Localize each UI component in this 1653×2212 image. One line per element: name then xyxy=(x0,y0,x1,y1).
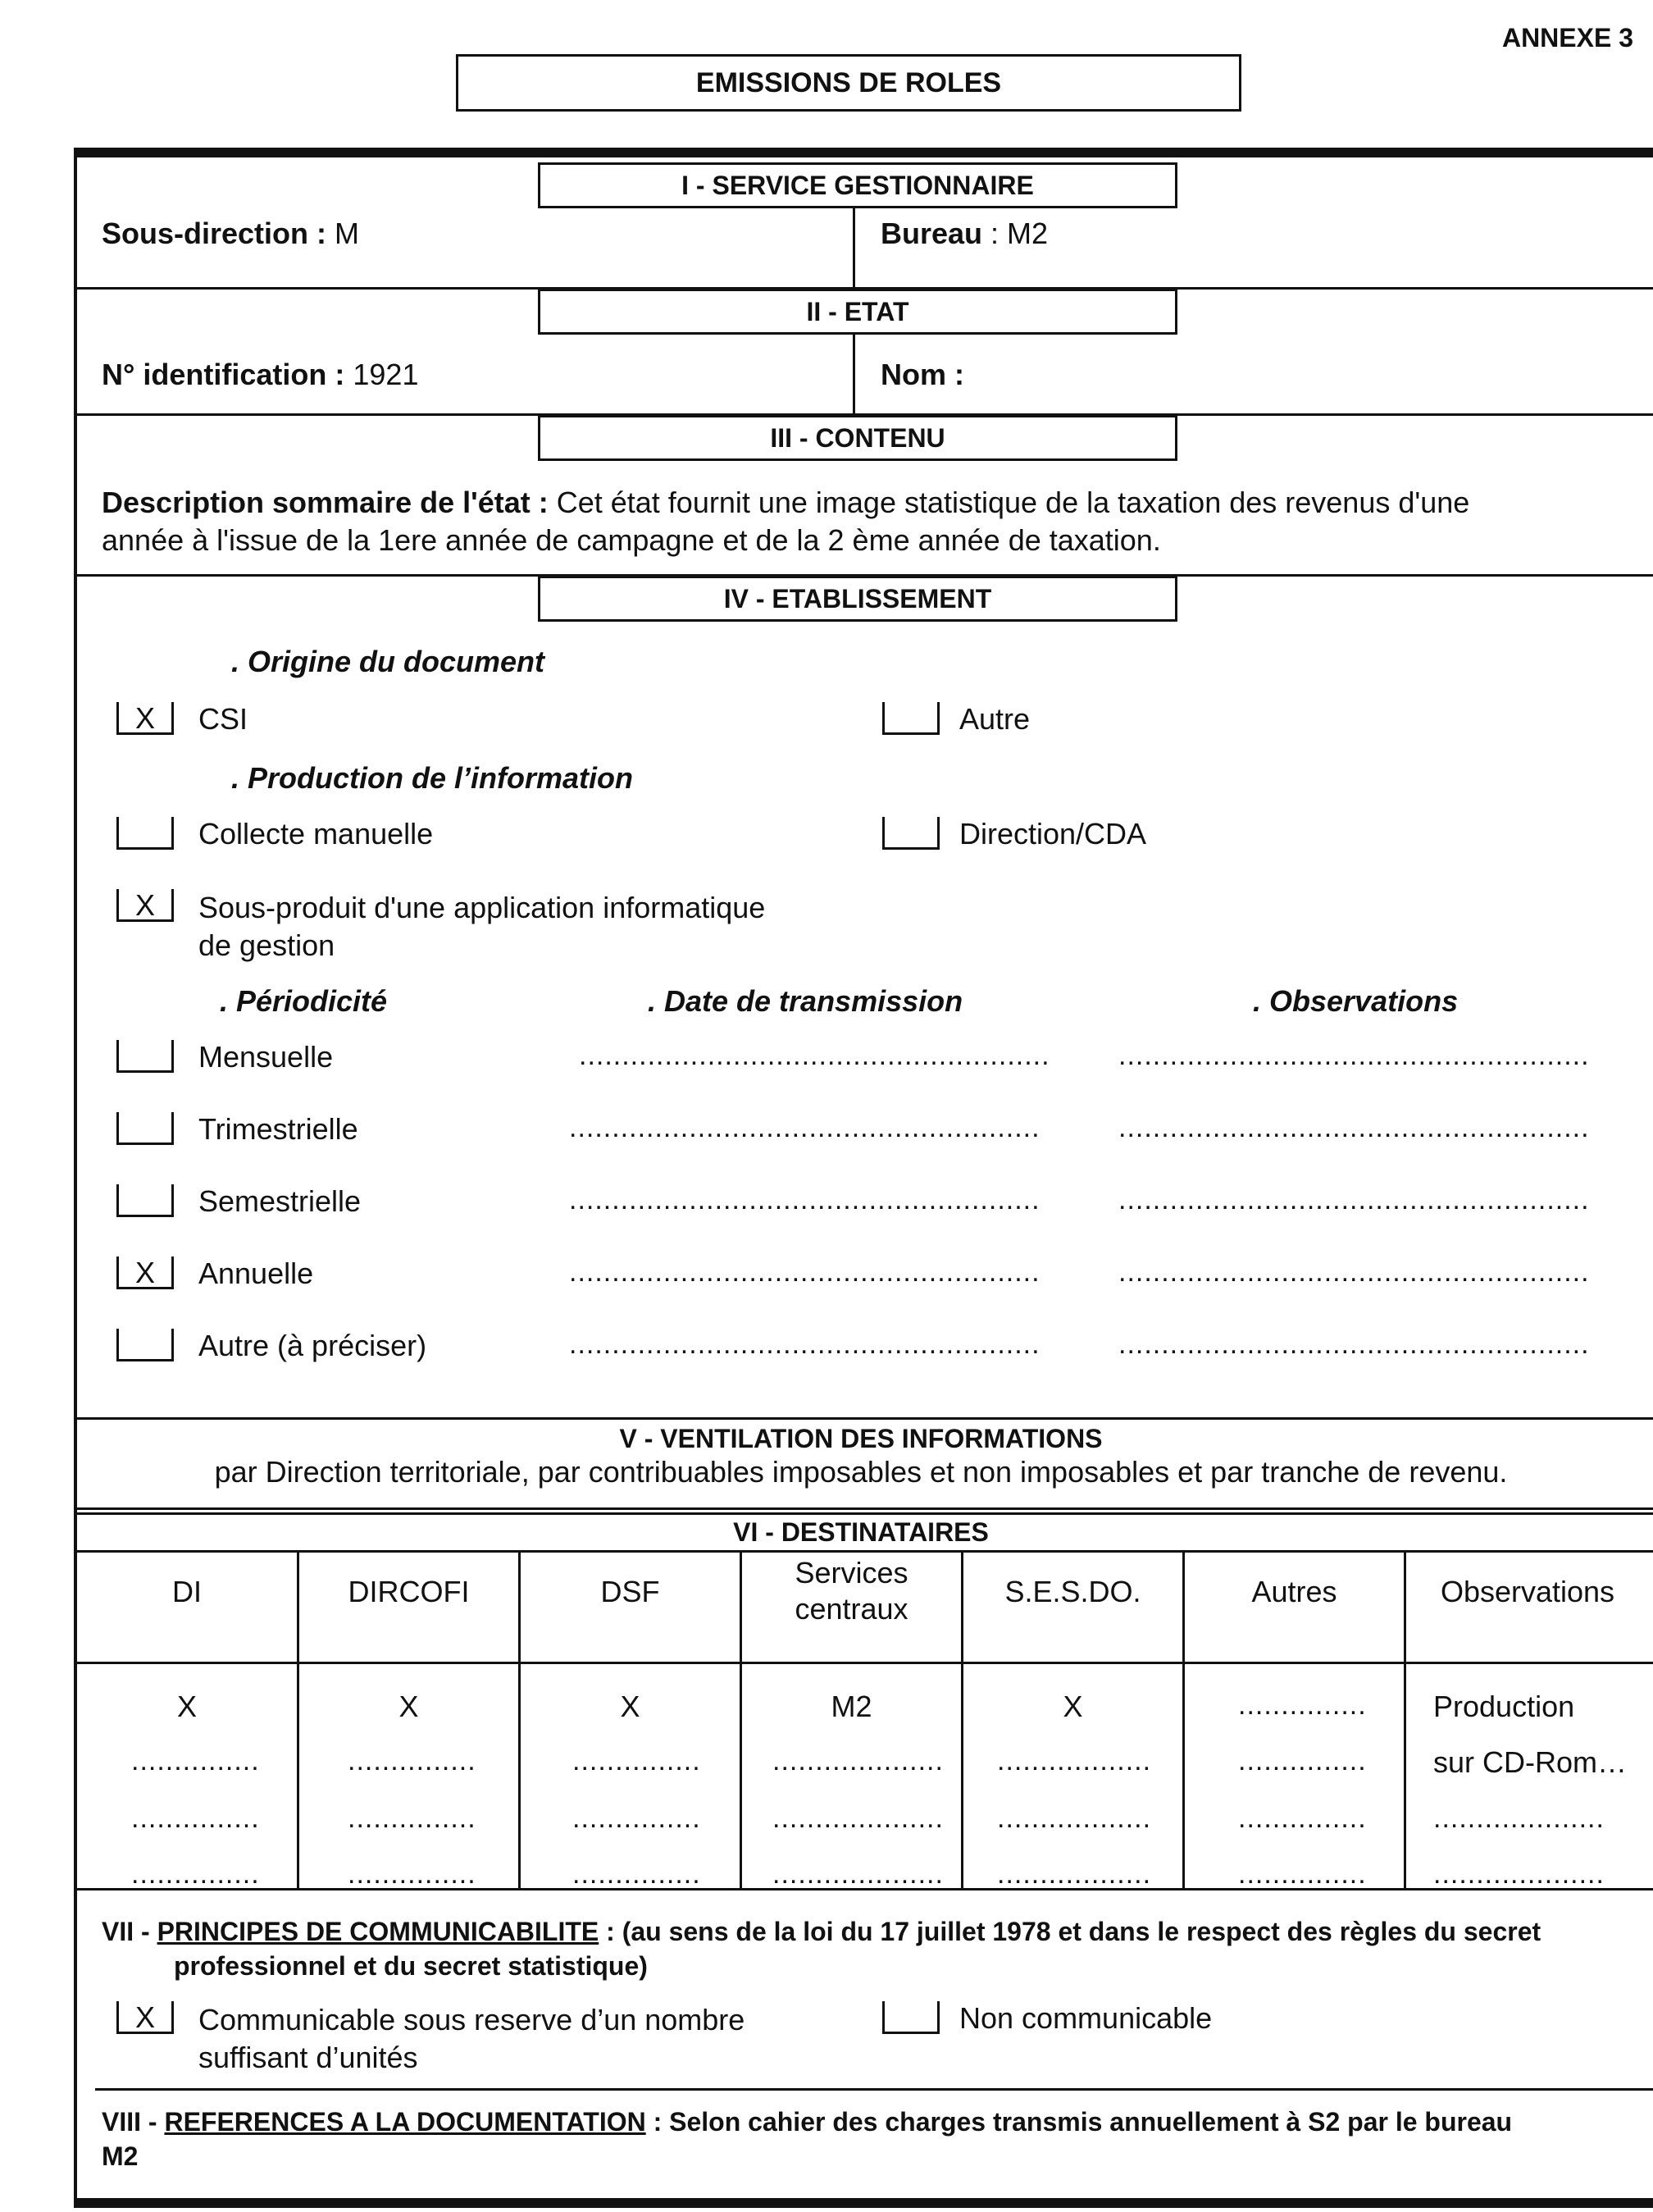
row3-services[interactable]: .................... xyxy=(772,1803,944,1834)
row2-di[interactable]: ............... xyxy=(131,1745,260,1776)
section-8-prefix: VIII - xyxy=(102,2107,165,2137)
non-communicable-label: Non communicable xyxy=(959,2001,1213,2035)
bureau-label: Bureau xyxy=(881,217,983,250)
annuelle-date-dots[interactable]: ....................................................... xyxy=(569,1257,1041,1288)
col-observations-header: Observations xyxy=(1440,1575,1615,1608)
row3-observations[interactable]: .................... xyxy=(1433,1803,1605,1834)
sous-direction-field xyxy=(102,217,359,251)
mensuelle-label: Mensuelle xyxy=(198,1040,334,1074)
col-services-line-2: centraux xyxy=(795,1592,908,1626)
section-2-title: II - ETAT xyxy=(538,289,1177,335)
autre-periodicite-checkbox[interactable] xyxy=(116,1329,174,1361)
semestrielle-label: Semestrielle xyxy=(198,1184,362,1218)
origine-autre-checkbox[interactable] xyxy=(882,702,940,735)
description-line-2: année à l'issue de la 1ere année de campagne et de la 2 ème année de taxation. xyxy=(102,523,1161,557)
row3-dsf[interactable]: ............... xyxy=(572,1803,701,1834)
row3-di[interactable]: ............... xyxy=(131,1803,260,1834)
sous-produit-checkbox[interactable]: X xyxy=(116,889,174,922)
col-dsf-header: DSF xyxy=(600,1575,660,1608)
section-7-rest: : (au sens de la loi du 17 juillet 1978 et dans le respect des règles du secret xyxy=(599,1917,1541,1946)
col-sesdo-header: S.E.S.DO. xyxy=(1004,1575,1141,1608)
annuelle-observations-dots[interactable]: ....................................................... xyxy=(1118,1257,1590,1288)
trimestrielle-date-dots[interactable]: ....................................................... xyxy=(569,1112,1041,1143)
col-services-line-1: Services xyxy=(795,1556,908,1589)
sous-direction-value: M xyxy=(326,217,360,250)
sous-produit-label xyxy=(198,889,765,965)
section-8-rest: : Selon cahier des charges transmis annuellement à S2 par le bureau xyxy=(645,2107,1513,2137)
section-4-title: IV - ETABLISSEMENT xyxy=(538,576,1177,622)
origine-heading: . Origine du document xyxy=(231,645,545,678)
direction-cda-checkbox[interactable] xyxy=(882,817,940,850)
section-8-heading xyxy=(102,2105,1643,2173)
date-transmission-heading: . Date de transmission xyxy=(648,984,963,1018)
row2-observations[interactable]: sur CD-Rom… xyxy=(1433,1745,1628,1779)
origine-csi-label: CSI xyxy=(198,702,248,736)
section-7-rest-2: professionnel et du secret statistique) xyxy=(174,1951,648,1981)
identification-field xyxy=(102,358,418,392)
autre-date-dots[interactable]: ....................................................... xyxy=(569,1329,1041,1360)
row4-dircofi[interactable]: ............... xyxy=(348,1859,476,1890)
bureau-field xyxy=(881,217,1048,251)
section-7-heading xyxy=(102,1914,1643,1983)
section-1-title: I - SERVICE GESTIONNAIRE xyxy=(538,162,1177,208)
row2-services[interactable]: .................... xyxy=(772,1745,944,1776)
row4-autres[interactable]: ............... xyxy=(1238,1859,1367,1890)
row2-sesdo[interactable]: .................. xyxy=(997,1745,1152,1776)
section-8-rest-2: M2 xyxy=(102,2141,139,2171)
communicable-checkbox[interactable]: X xyxy=(116,2001,174,2034)
bureau-value: : M2 xyxy=(982,217,1049,250)
row1-observations[interactable]: Production xyxy=(1433,1690,1575,1723)
trimestrielle-label: Trimestrielle xyxy=(198,1112,358,1146)
communicable-line-1: Communicable sous reserve d’un nombre xyxy=(198,2003,745,2036)
row1-dsf[interactable]: X xyxy=(620,1690,640,1723)
annex-label: ANNEXE 3 xyxy=(1501,23,1633,52)
row1-di[interactable]: X xyxy=(176,1690,197,1723)
description-field xyxy=(102,484,1627,559)
identification-label: N° identification : xyxy=(102,358,345,391)
trimestrielle-observations-dots[interactable]: ....................................................... xyxy=(1118,1112,1590,1143)
row3-autres[interactable]: ............... xyxy=(1238,1803,1367,1834)
row1-autres[interactable]: ............... xyxy=(1238,1690,1367,1721)
row1-sesdo[interactable]: X xyxy=(1063,1690,1083,1723)
section-7-title: PRINCIPES DE COMMUNICABILITE xyxy=(157,1917,599,1946)
row4-dsf[interactable]: ............... xyxy=(572,1859,701,1890)
description-label: Description sommaire de l'état : xyxy=(102,486,549,519)
origine-autre-label: Autre xyxy=(959,702,1031,736)
col-autres-header: Autres xyxy=(1251,1575,1337,1608)
autre-periodicite-label: Autre (à préciser) xyxy=(198,1329,427,1362)
non-communicable-checkbox[interactable] xyxy=(882,2001,940,2034)
mensuelle-observations-dots[interactable]: ....................................................... xyxy=(1118,1040,1590,1071)
direction-cda-label: Direction/CDA xyxy=(959,817,1147,851)
annuelle-checkbox[interactable]: X xyxy=(116,1257,174,1289)
row4-sesdo[interactable]: .................. xyxy=(997,1859,1152,1890)
description-line-1: Cet état fournit une image statistique de la taxation des revenus d'une xyxy=(548,486,1470,519)
row3-sesdo[interactable]: .................. xyxy=(997,1803,1152,1834)
section-7-prefix: VII - xyxy=(102,1917,157,1946)
production-heading: . Production de l’information xyxy=(231,761,633,795)
sous-produit-line-1: Sous-produit d'une application informatique xyxy=(198,891,766,924)
semestrielle-checkbox[interactable] xyxy=(116,1184,174,1217)
mensuelle-checkbox[interactable] xyxy=(116,1040,174,1073)
collecte-manuelle-label: Collecte manuelle xyxy=(198,817,434,851)
mensuelle-date-dots[interactable]: ....................................................... xyxy=(579,1040,1050,1071)
nom-label: Nom : xyxy=(881,358,964,391)
section-3-title: III - CONTENU xyxy=(538,415,1177,461)
communicable-label xyxy=(198,2001,745,2077)
observations-heading: . Observations xyxy=(1253,984,1459,1018)
section-8-title: REFERENCES A LA DOCUMENTATION xyxy=(164,2107,646,2137)
sous-produit-line-2: de gestion xyxy=(198,928,335,962)
section-5-text: par Direction territoriale, par contribuables imposables et non imposables et par tranche de revenu. xyxy=(214,1455,1508,1489)
document-title: EMISSIONS DE ROLES xyxy=(456,54,1241,112)
section-6-title: VI - DESTINATAIRES xyxy=(733,1517,989,1547)
autre-observations-dots[interactable]: ....................................................... xyxy=(1118,1329,1590,1360)
row4-services[interactable]: .................... xyxy=(772,1859,944,1890)
row4-observations[interactable]: .................... xyxy=(1433,1859,1605,1890)
section-5-title: V - VENTILATION DES INFORMATIONS xyxy=(619,1424,1103,1453)
row2-dsf[interactable]: ............... xyxy=(572,1745,701,1776)
row1-dircofi[interactable]: X xyxy=(398,1690,419,1723)
communicable-line-2: suffisant d’unités xyxy=(198,2041,418,2074)
origine-csi-checkbox[interactable]: X xyxy=(116,702,174,735)
annuelle-label: Annuelle xyxy=(198,1257,314,1290)
sous-direction-label: Sous-direction : xyxy=(102,217,327,250)
row3-dircofi[interactable]: ............... xyxy=(348,1803,476,1834)
row4-di[interactable]: ............... xyxy=(131,1859,260,1890)
identification-value: 1921 xyxy=(344,358,419,391)
col-services-centraux-header xyxy=(742,1555,961,1627)
row2-dircofi[interactable]: ............... xyxy=(348,1745,476,1776)
periodicite-heading: . Périodicité xyxy=(220,984,388,1018)
col-dircofi-header: DIRCOFI xyxy=(348,1575,470,1608)
trimestrielle-checkbox[interactable] xyxy=(116,1112,174,1145)
semestrielle-observations-dots[interactable]: ....................................................... xyxy=(1118,1184,1590,1215)
collecte-manuelle-checkbox[interactable] xyxy=(116,817,174,850)
col-di-header: DI xyxy=(172,1575,202,1608)
semestrielle-date-dots[interactable]: ....................................................... xyxy=(569,1184,1041,1215)
row1-services[interactable]: M2 xyxy=(831,1690,872,1723)
row2-autres[interactable]: ............... xyxy=(1238,1745,1367,1776)
